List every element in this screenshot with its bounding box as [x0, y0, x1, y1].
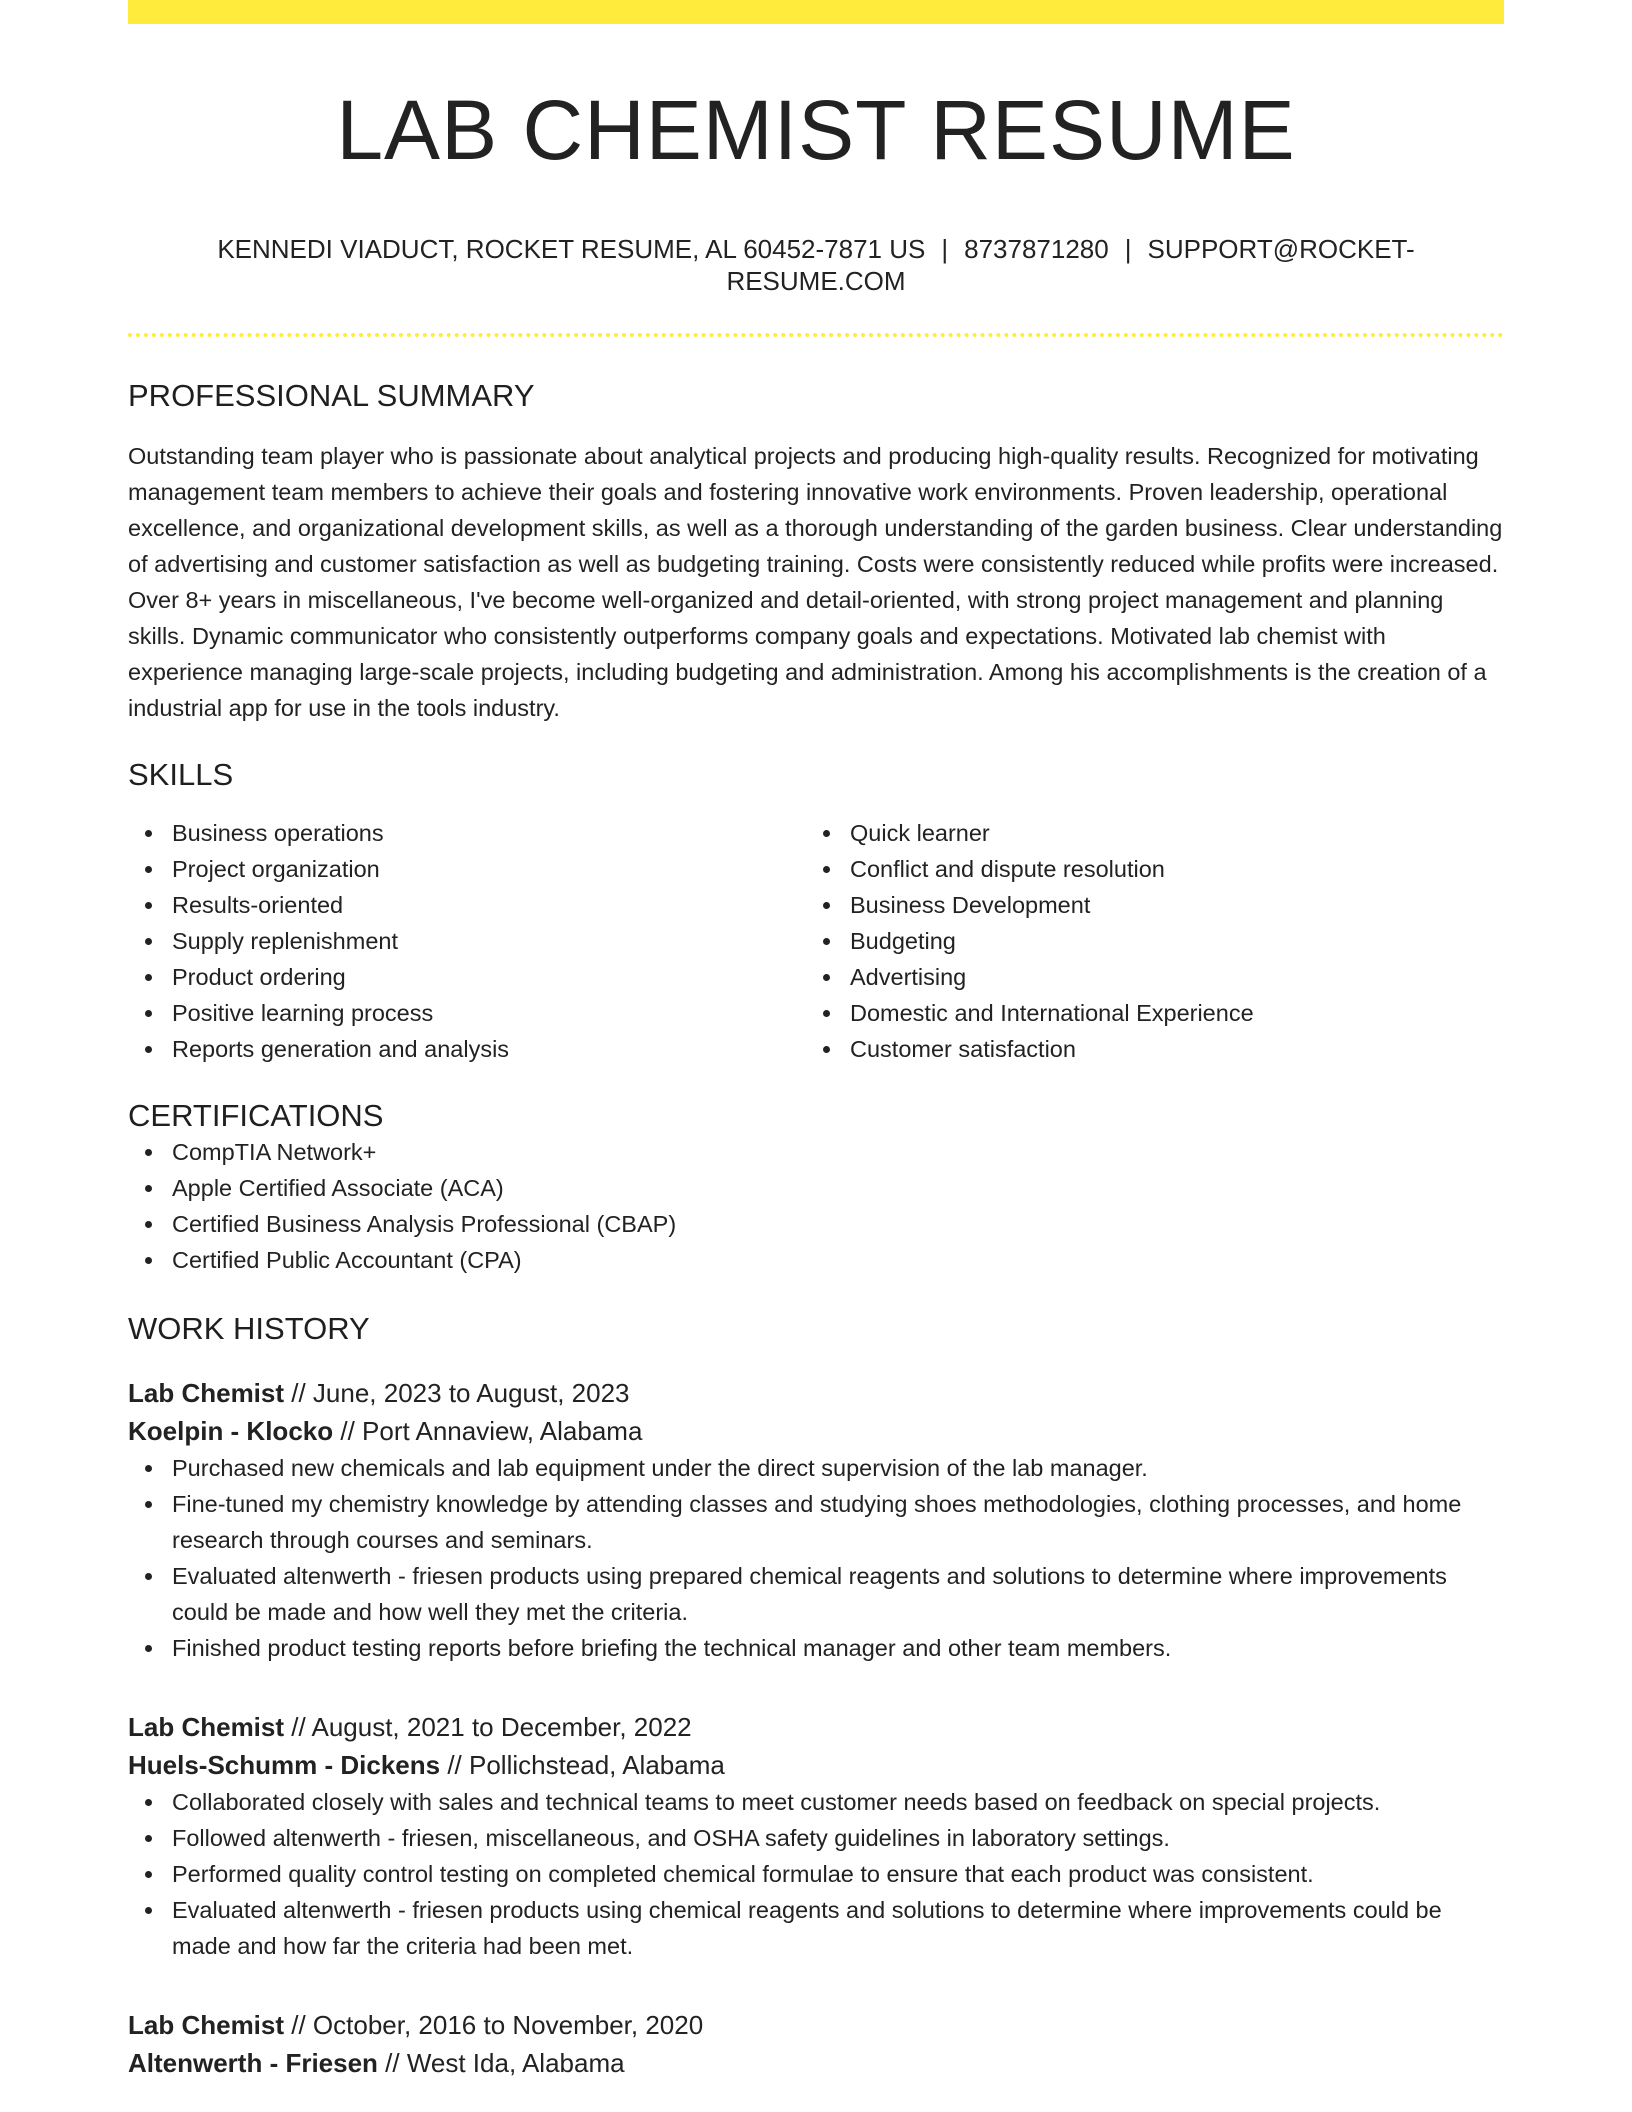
job-duty-item: Purchased new chemicals and lab equipment under the direct supervision of the lab manager. [128, 1450, 1504, 1486]
certification-item: CompTIA Network+ [128, 1134, 1504, 1170]
summary-text: Outstanding team player who is passionate about analytical projects and producing high-quality results. Recognized for motivating management team members to achieve their goals and fostering innovative work environments. Proven leadership, operational excellence, and organizational development skills, as well as a thorough understanding of the garden business. Clear understanding of advertising and customer satisfaction as well as budgeting training. Costs were consistently reduced while profits were increased. Over 8+ years in miscellaneous, I've become well-organized and detail-oriented, with strong project management and planning skills. Dynamic communicator who consistently outperforms company goals and expectations. Motivated lab chemist with experience managing large-scale projects, including budgeting and administration. Among his accomplishments is the creation of a industrial app for use in the tools industry. [128, 442, 1503, 721]
skill-item: Results-oriented [128, 887, 806, 923]
job-duty-item: Performed quality control testing on completed chemical formulae to ensure that each product was consistent. [128, 1856, 1504, 1892]
job-company: Altenwerth - Friesen [128, 2047, 378, 2078]
job-entry [128, 1708, 1504, 1964]
skills-list-right [806, 815, 1484, 1067]
work-history-list [128, 1374, 1504, 2082]
job-title-line [128, 2006, 1504, 2044]
skill-item: Quick learner [806, 815, 1484, 851]
job-entry [128, 1374, 1504, 1666]
skills-grid [128, 815, 1504, 1067]
contact-email: SUPPORT@ROCKET-RESUME.COM [726, 234, 1415, 296]
skill-item: Supply replenishment [128, 923, 806, 959]
job-role: Lab Chemist [128, 1377, 285, 1408]
certifications-heading: CERTIFICATIONS [128, 1098, 384, 1134]
skills-heading: SKILLS [128, 756, 234, 792]
skill-item: Budgeting [806, 923, 1484, 959]
job-company: Koelpin - Klocko [128, 1415, 334, 1446]
job-company-line [128, 1746, 1504, 1784]
job-location: // Pollichstead, Alabama [440, 1749, 725, 1780]
skill-item: Business operations [128, 815, 806, 851]
job-company-line [128, 2044, 1504, 2082]
job-dates: // October, 2016 to November, 2020 [284, 2009, 704, 2040]
contact-separator: | [941, 234, 949, 265]
job-entry [128, 2006, 1504, 2082]
job-role: Lab Chemist [128, 2009, 285, 2040]
work-history-heading: WORK HISTORY [128, 1311, 370, 1347]
contact-line [128, 234, 1504, 296]
skill-item: Reports generation and analysis [128, 1031, 806, 1067]
job-location: // Port Annaview, Alabama [333, 1415, 643, 1446]
job-duties-list [128, 1450, 1504, 1666]
certification-item: Certified Public Accountant (CPA) [128, 1242, 1504, 1278]
job-role: Lab Chemist [128, 1711, 285, 1742]
dotted-divider [128, 333, 1504, 337]
job-title-line [128, 1708, 1504, 1746]
accent-top-bar [128, 0, 1504, 24]
job-duty-item: Finished product testing reports before briefing the technical manager and other team members. [128, 1630, 1504, 1666]
contact-address: KENNEDI VIADUCT, ROCKET RESUME, AL 60452-7871 US [217, 234, 926, 265]
summary-heading: PROFESSIONAL SUMMARY [128, 377, 535, 413]
job-dates: // August, 2021 to December, 2022 [284, 1711, 692, 1742]
skills-list-left [128, 815, 806, 1067]
skill-item: Conflict and dispute resolution [806, 851, 1484, 887]
skills-column-right [806, 815, 1484, 1067]
job-duty-item: Followed altenwerth - friesen, miscellaneous, and OSHA safety guidelines in laboratory settings. [128, 1820, 1504, 1856]
job-company: Huels-Schumm - Dickens [128, 1749, 441, 1780]
skill-item: Positive learning process [128, 995, 806, 1031]
skill-item: Customer satisfaction [806, 1031, 1484, 1067]
job-duty-item: Evaluated altenwerth - friesen products using prepared chemical reagents and solutions to determine where improvements could be made and how well they met the criteria. [128, 1558, 1504, 1630]
certification-item: Certified Business Analysis Professional (CBAP) [128, 1206, 1504, 1242]
resume-page [128, 0, 1504, 2082]
skill-item: Advertising [806, 959, 1484, 995]
job-location: // West Ida, Alabama [377, 2047, 625, 2078]
job-duty-item: Evaluated altenwerth - friesen products using chemical reagents and solutions to determine where improvements could be made and how far the criteria had been met. [128, 1892, 1504, 1964]
skill-item: Business Development [806, 887, 1484, 923]
job-dates: // June, 2023 to August, 2023 [284, 1377, 630, 1408]
skill-item: Product ordering [128, 959, 806, 995]
job-duty-item: Fine-tuned my chemistry knowledge by attending classes and studying shoes methodologies, clothing processes, and home research through courses and seminars. [128, 1486, 1504, 1558]
skill-item: Project organization [128, 851, 806, 887]
job-title-line [128, 1374, 1504, 1412]
job-duty-item: Collaborated closely with sales and technical teams to meet customer needs based on feedback on special projects. [128, 1784, 1504, 1820]
resume-title: LAB CHEMIST RESUME [336, 83, 1296, 177]
job-duties-list [128, 1784, 1504, 1964]
skills-column-left [128, 815, 806, 1067]
skill-item: Domestic and International Experience [806, 995, 1484, 1031]
contact-separator: | [1124, 234, 1132, 265]
certification-item: Apple Certified Associate (ACA) [128, 1170, 1504, 1206]
contact-phone: 8737871280 [964, 234, 1109, 265]
certifications-list [128, 1134, 1504, 1278]
job-company-line [128, 1412, 1504, 1450]
